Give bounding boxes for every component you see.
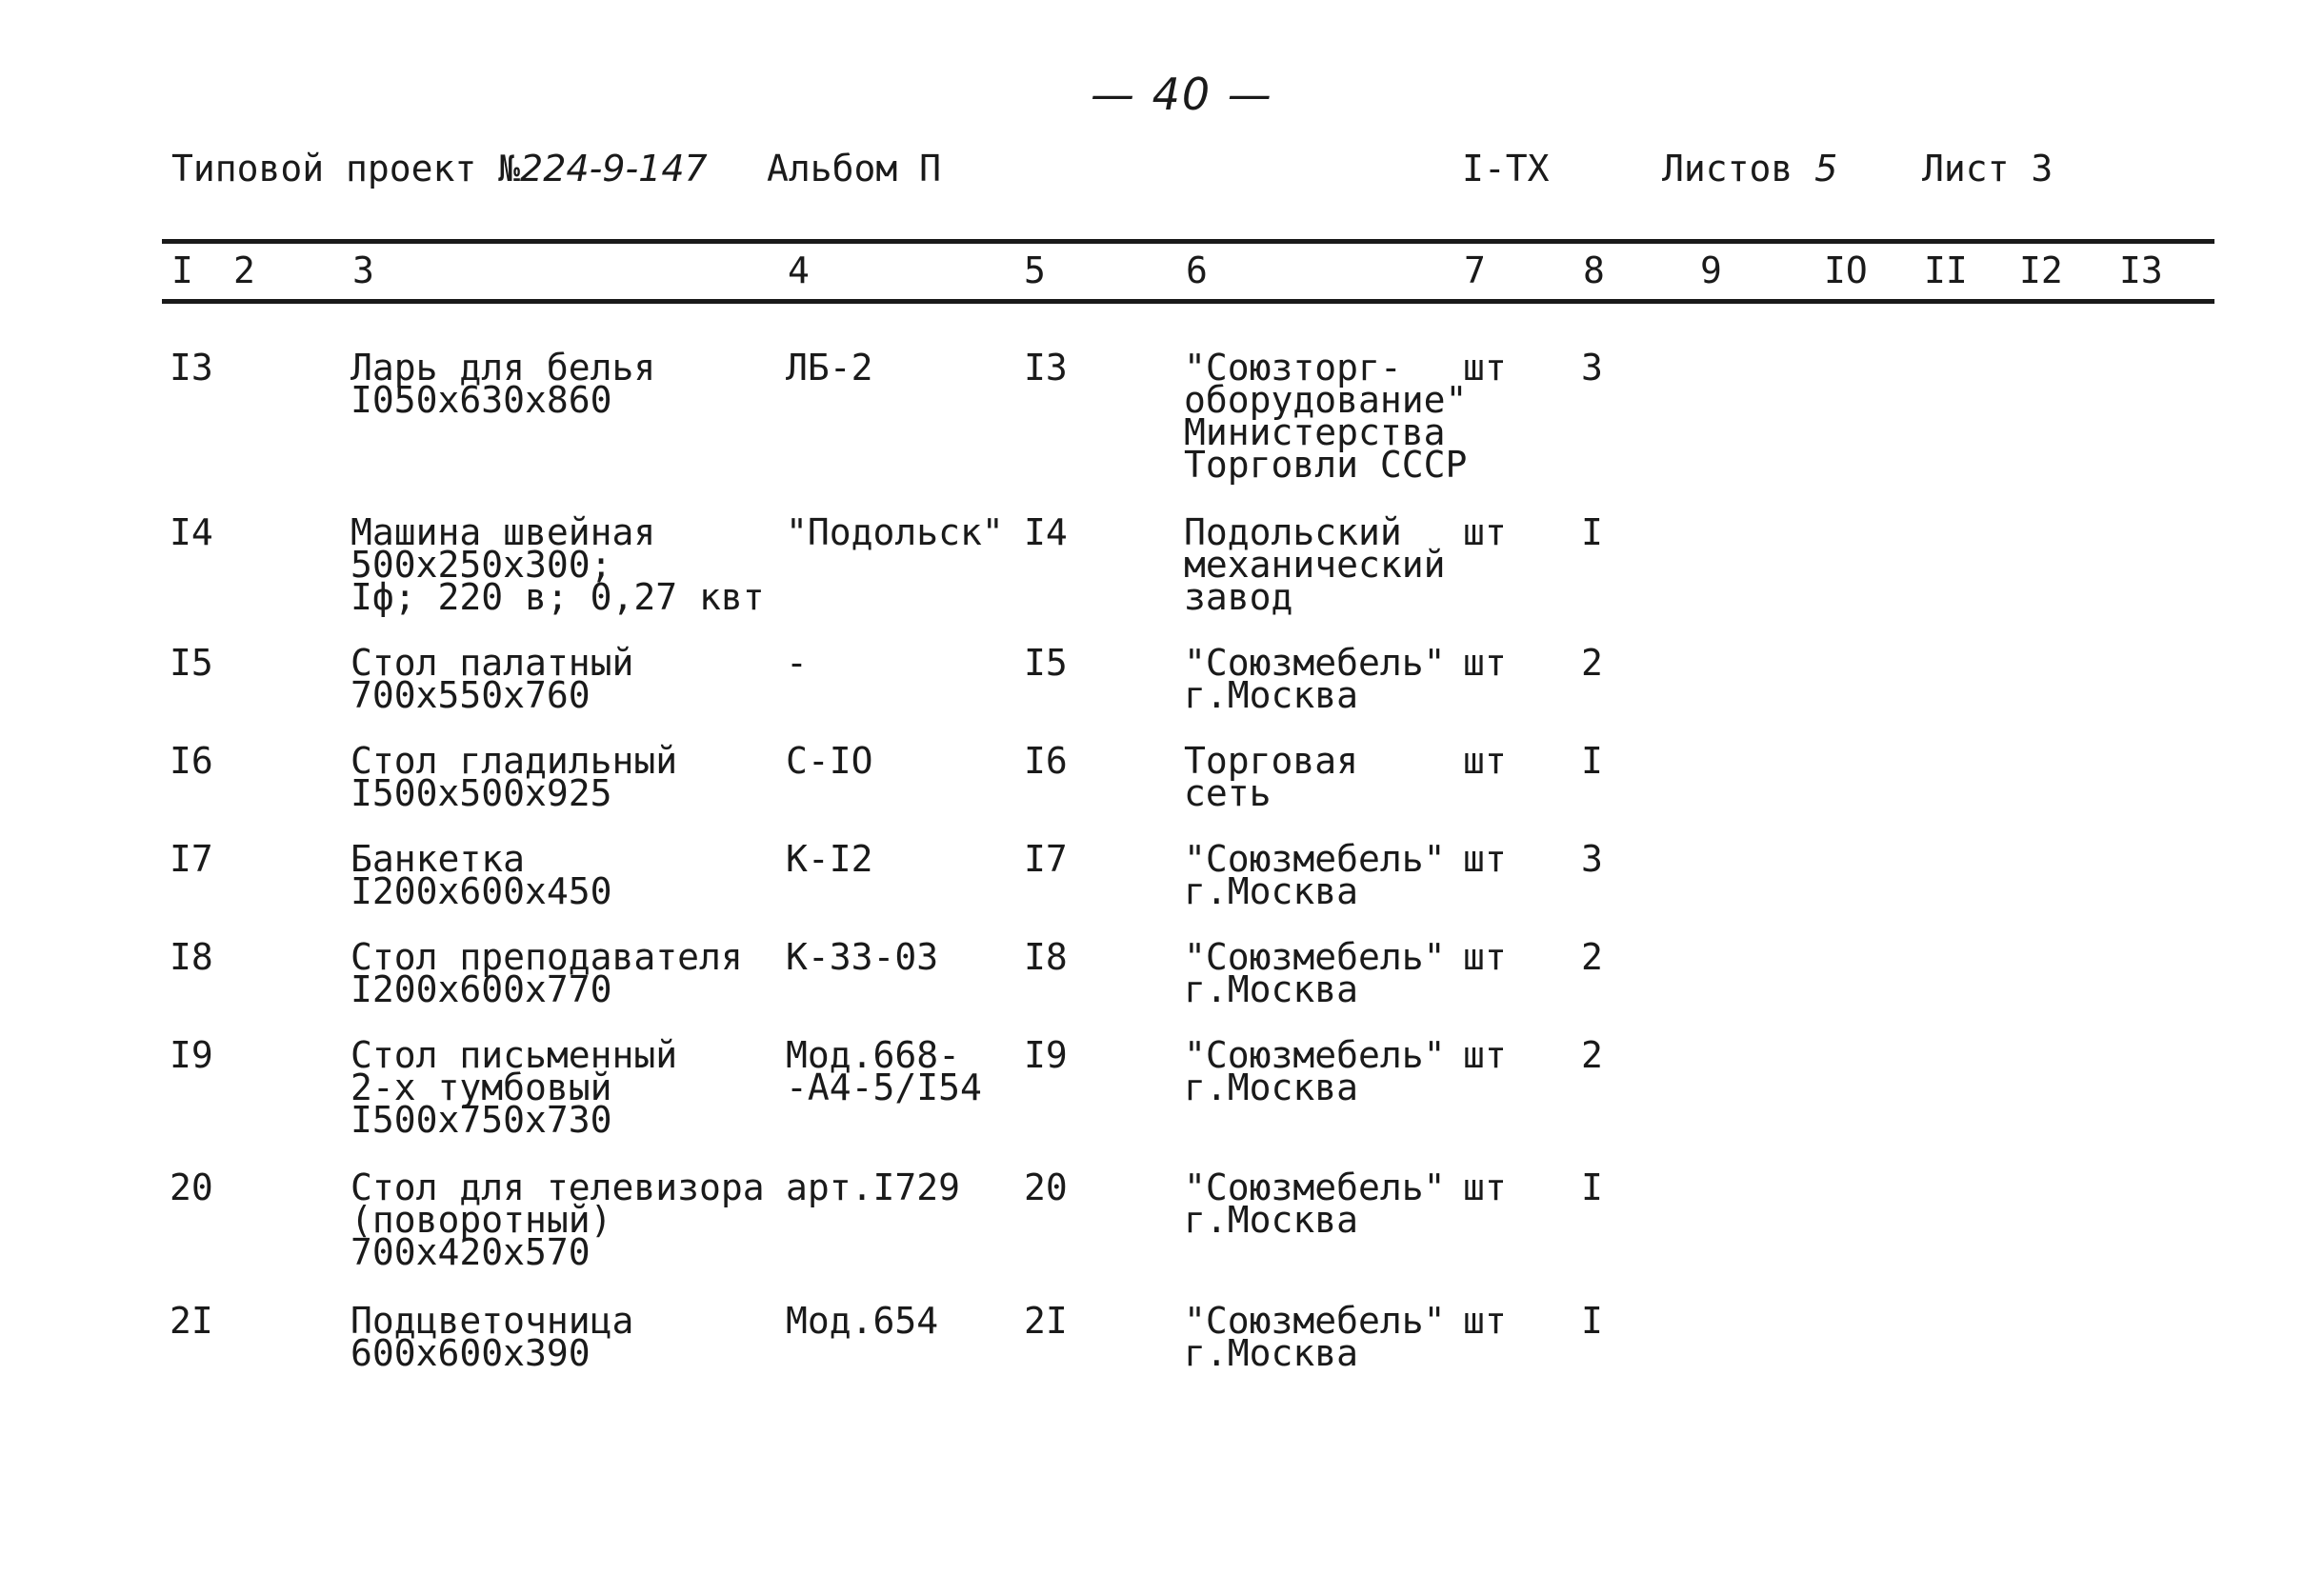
row-number: I5	[170, 642, 213, 684]
item-position: I5	[1024, 642, 1068, 684]
table-top-rule	[162, 239, 2214, 244]
item-unit: шт	[1463, 1166, 1507, 1208]
item-name: Подцветочница 600x600x390	[351, 1300, 634, 1374]
item-model: Мод.654	[786, 1300, 939, 1342]
item-name: Стол для телевизора (поворотный) 700x420x570	[351, 1166, 765, 1273]
item-position: 2I	[1024, 1300, 1068, 1342]
item-model: -	[786, 642, 808, 684]
column-number: I2	[2019, 249, 2063, 291]
section-code: I-TX	[1462, 148, 1550, 189]
item-model: Мод.668- -А4-5/I54	[786, 1034, 982, 1108]
column-number: 8	[1583, 249, 1605, 291]
column-number: II	[1924, 249, 1968, 291]
column-number: 9	[1700, 249, 1722, 291]
item-quantity: 2	[1581, 642, 1603, 684]
item-model: С-IO	[786, 740, 873, 782]
item-manufacturer: "Союзторг- оборудование" Министерства Торговли СССР	[1184, 347, 1468, 486]
column-number: I	[171, 249, 193, 291]
item-model: "Подольск"	[786, 511, 1004, 553]
item-name: Ларь для белья I050x630x860	[351, 347, 656, 421]
sheet-number-label	[1922, 148, 2054, 189]
column-number: 3	[352, 249, 374, 291]
column-number: I3	[2119, 249, 2163, 291]
sheets-label-text: Листов	[1662, 148, 1793, 189]
project-number: 224-9-147	[520, 148, 708, 189]
item-name: Стол преподавателя I200x600x770	[351, 936, 743, 1010]
column-number: 2	[233, 249, 255, 291]
project-label-text: Типовой проект №	[171, 148, 521, 189]
row-number: 2I	[170, 1300, 213, 1342]
item-quantity: I	[1581, 1166, 1603, 1208]
column-number: 5	[1024, 249, 1046, 291]
row-number: I3	[170, 347, 213, 389]
item-quantity: 3	[1581, 838, 1603, 880]
page-number: — 40 —	[1091, 69, 1273, 120]
item-position: I7	[1024, 838, 1068, 880]
item-manufacturer: Подольский механический завод	[1184, 511, 1446, 618]
column-number: IO	[1824, 249, 1868, 291]
item-name: Стол палатный 700x550x760	[351, 642, 634, 716]
item-name: Стол письменный 2-х тумбовый I500x750x730	[351, 1034, 678, 1141]
item-position: I9	[1024, 1034, 1068, 1076]
table-header-rule	[162, 299, 2214, 304]
item-position: I8	[1024, 936, 1068, 978]
sheet-label-text: Лист	[1922, 148, 2010, 189]
item-manufacturer: "Союзмебель" г.Москва	[1184, 1300, 1446, 1374]
item-model: ЛБ-2	[786, 347, 873, 389]
item-unit: шт	[1463, 936, 1507, 978]
sheets-total-value: 5	[1814, 148, 1838, 189]
item-unit: шт	[1463, 1300, 1507, 1342]
column-number: 4	[788, 249, 810, 291]
sheet-number-value: 3	[2031, 148, 2054, 189]
item-quantity: 2	[1581, 1034, 1603, 1076]
item-quantity: I	[1581, 740, 1603, 782]
item-unit: шт	[1463, 1034, 1507, 1076]
item-quantity: I	[1581, 511, 1603, 553]
item-unit: шт	[1463, 347, 1507, 389]
item-position: 20	[1024, 1166, 1068, 1208]
column-number: 6	[1186, 249, 1208, 291]
item-unit: шт	[1463, 642, 1507, 684]
item-model: К-I2	[786, 838, 873, 880]
row-number: I7	[170, 838, 213, 880]
item-position: I6	[1024, 740, 1068, 782]
row-number: I4	[170, 511, 213, 553]
column-number: 7	[1464, 249, 1486, 291]
item-position: I3	[1024, 347, 1068, 389]
row-number: I9	[170, 1034, 213, 1076]
item-name: Банкетка I200x600x450	[351, 838, 612, 912]
item-name: Стол гладильный I500x500x925	[351, 740, 678, 814]
album-label: Альбом П	[767, 148, 942, 189]
item-manufacturer: "Союзмебель" г.Москва	[1184, 642, 1446, 716]
item-manufacturer: "Союзмебель" г.Москва	[1184, 838, 1446, 912]
sheets-total-label	[1662, 148, 1838, 189]
item-name: Машина швейная 500x250x300; Iф; 220 в; 0,27 квт	[351, 511, 765, 618]
item-manufacturer: "Союзмебель" г.Москва	[1184, 1166, 1446, 1241]
row-number: I8	[170, 936, 213, 978]
row-number: 20	[170, 1166, 213, 1208]
item-position: I4	[1024, 511, 1068, 553]
row-number: I6	[170, 740, 213, 782]
item-unit: шт	[1463, 511, 1507, 553]
item-manufacturer: "Союзмебель" г.Москва	[1184, 936, 1446, 1010]
item-manufacturer: "Союзмебель" г.Москва	[1184, 1034, 1446, 1108]
item-unit: шт	[1463, 838, 1507, 880]
item-model: арт.I729	[786, 1166, 961, 1208]
item-quantity: 2	[1581, 936, 1603, 978]
item-quantity: 3	[1581, 347, 1603, 389]
item-unit: шт	[1463, 740, 1507, 782]
item-quantity: I	[1581, 1300, 1603, 1342]
project-label	[171, 148, 708, 189]
item-model: К-33-03	[786, 936, 939, 978]
item-manufacturer: Торговая сеть	[1184, 740, 1359, 814]
